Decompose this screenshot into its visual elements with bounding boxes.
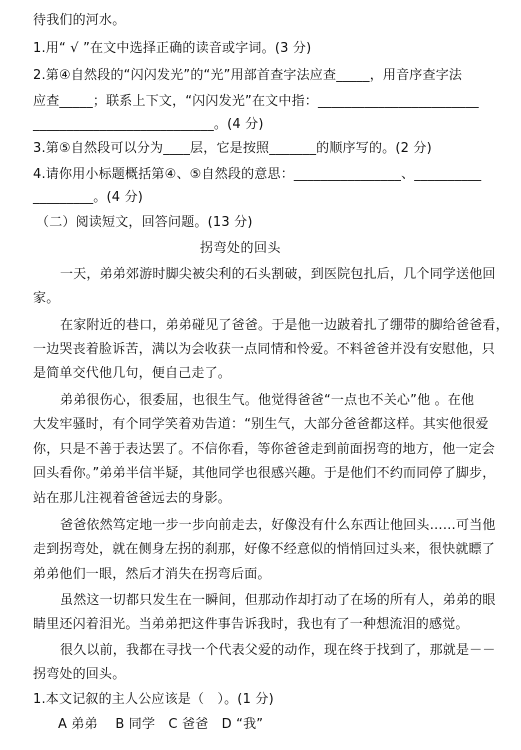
paragraph-5-line-2: 睛里还闪着泪光。当弟弟把这件事告诉我时，我也有了一种想流泪的感觉。 bbox=[33, 617, 469, 632]
story-title: 拐弯处的回头 bbox=[200, 241, 282, 256]
reading-question-1-options: A 弟弟 B 同学 C 爸爸 D “我” bbox=[58, 717, 264, 732]
paragraph-3-line-4: 回头看你。”弟弟半信半疑，其他同学也很感兴趣。于是他们不约而同停了脚步， bbox=[33, 466, 496, 481]
paragraph-6-line-1: 很久以前，我都在寻找一个代表父爱的动作，现在终于找到了，那就是－－ bbox=[60, 643, 496, 658]
reading-question-1: 1.本文记叙的主人公应该是（ ）。(1 分) bbox=[33, 692, 274, 707]
question-4-line-2: _________。(4 分) bbox=[33, 190, 144, 205]
question-2-line-2: 应查_____；联系上下文，“闪闪发光”在文中指：________________________ bbox=[33, 94, 479, 109]
paragraph-4-line-2: 走到拐弯处，就在侧身左拐的刹那，好像不经意似的悄悄回过头来，很快就瞟了 bbox=[33, 542, 496, 557]
paragraph-2-line-3: 是简单交代他几句，便自己走了。 bbox=[33, 366, 232, 381]
section-heading: （二）阅读短文，回答问题。(13 分) bbox=[36, 215, 253, 230]
paragraph-2-line-2: 一边哭丧着脸诉苦，满以为会收获一点同情和怜爱。不料爸爸并没有安慰他，只 bbox=[33, 342, 496, 357]
paragraph-1-line-2: 家。 bbox=[33, 291, 60, 306]
question-3: 3.第⑤自然段可以分为____层，它是按照_______的顺序写的。(2 分) bbox=[33, 141, 432, 156]
paragraph-5-line-1: 虽然这一切都只发生在一瞬间，但那动作却打动了在场的所有人，弟弟的眼 bbox=[60, 593, 496, 608]
paragraph-4-line-1: 爸爸依然笃定地一步一步向前走去，好像没有什么东西让他回头……可当他 bbox=[60, 518, 496, 533]
text-line-1: 待我们的河水。 bbox=[33, 13, 126, 28]
paragraph-3-line-1: 弟弟很伤心，很委屈，也很生气。他觉得爸爸“一点也不关心”他 。在他 bbox=[60, 393, 475, 408]
question-2-line-3: ___________________________。(4 分) bbox=[33, 117, 264, 132]
paragraph-1-line-1: 一天，弟弟郊游时脚尖被尖利的石头割破，到医院包扎后，几个同学送他回 bbox=[60, 267, 496, 282]
paragraph-3-line-2: 大发牢骚时，有个同学笑着劝告道：“别生气，大部分爸爸都这样。其实他很爱 bbox=[33, 417, 489, 432]
paragraph-2-line-1: 在家附近的巷口，弟弟碰见了爸爸。于是他一边跛着扎了绷带的脚给爸爸看， bbox=[60, 318, 509, 333]
question-1: 1.用“ √ ”在文中选择正确的读音或字词。(3 分) bbox=[33, 41, 312, 56]
paragraph-3-line-3: 你，只是不善于表达罢了。不信你看，等你爸爸走到前面拐弯的地方，他一定会 bbox=[33, 442, 496, 457]
question-2-line-1: 2.第④自然段的“闪闪发光”的“光”用部首查字法应查_____，用音序查字法 bbox=[33, 68, 463, 83]
question-4-line-1: 4.请你用小标题概括第④、⑤自然段的意思：________________、__________ bbox=[33, 167, 482, 182]
paragraph-3-line-5: 站在那儿注视着爸爸远去的身影。 bbox=[33, 491, 232, 506]
paragraph-4-line-3: 弟弟他们一眼，然后才消失在拐弯后面。 bbox=[33, 567, 271, 582]
paragraph-6-line-2: 拐弯处的回头。 bbox=[33, 667, 126, 682]
